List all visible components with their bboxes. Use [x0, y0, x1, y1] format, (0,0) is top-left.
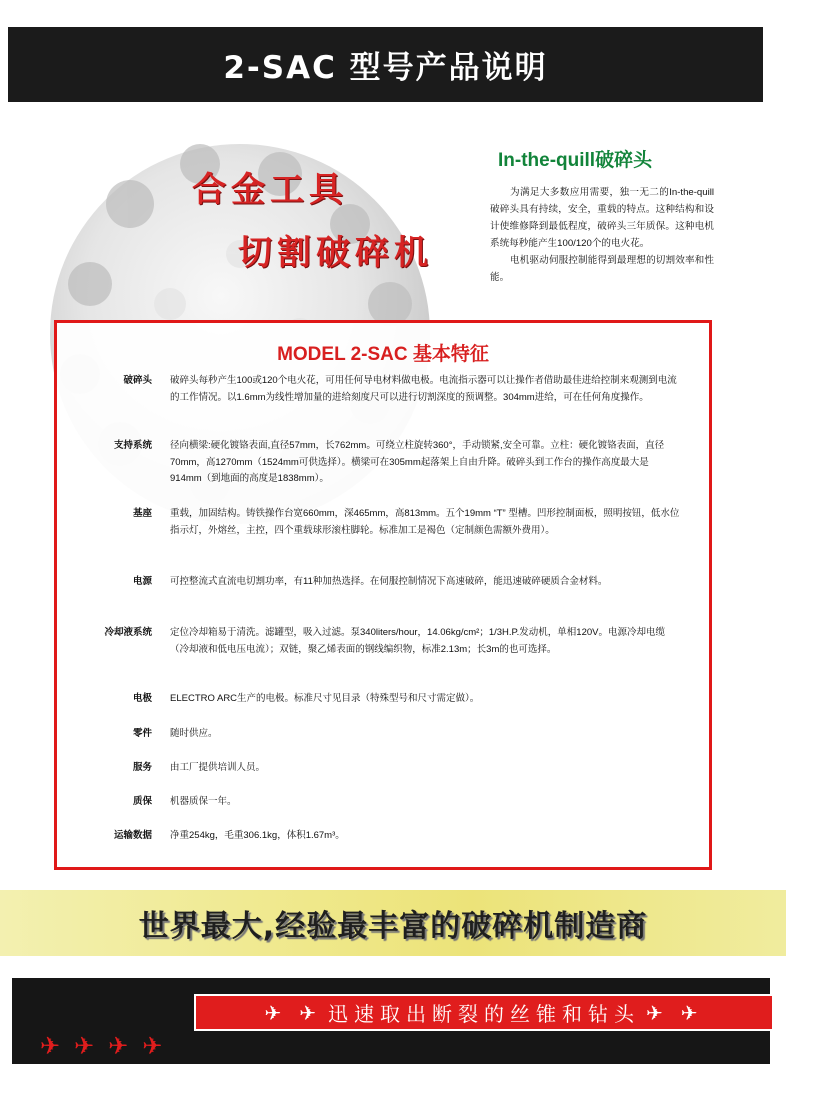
feature-label: 破碎头	[123, 375, 152, 386]
feature-label: 基座	[132, 508, 152, 519]
slogan-band	[0, 890, 786, 956]
feature-text: 净重254kg，毛重306.1kg，体积1.67m³。	[170, 830, 345, 841]
feature-text: 由工厂提供培训人员。	[170, 762, 266, 773]
bottom-block	[12, 978, 770, 1064]
feature-text: ELECTRO ARC生产的电极。标准尺寸见目录（特殊型号和尺寸需定做）。	[170, 693, 480, 704]
feature-label: 支持系统	[113, 440, 152, 451]
sparks-decoration	[40, 1032, 176, 1060]
banner-text: 迅速取出断裂的丝锥和钻头	[328, 1002, 640, 1026]
inthequill-title: In-the-quill破碎头	[498, 150, 653, 171]
plane-icon: ✈	[299, 1000, 322, 1025]
tagline-line2: 切割破碎机	[238, 233, 433, 273]
plane-icon: ✈	[74, 1032, 109, 1060]
feature-text: 定位冷却箱易于清洗。滤罐型，吸入过滤。泵340liters/hour，14.06kg/cm²；1/3H.P.发动机，单相120V。电源冷却电缆（冷却液和低电压电流）；双链，聚乙烯表面的钢线编织物，标准2.13m；长3m的也可选择。	[170, 627, 665, 655]
tagline-line1: 合金工具	[192, 170, 348, 210]
feature-label: 冷却液系统	[104, 627, 152, 638]
plane-icon: ✈	[680, 1000, 704, 1025]
title-bar	[8, 27, 763, 102]
feature-text: 可控整流式直流电切割功率，有11种加热选择。在伺服控制情况下高速破碎，能迅速破碎硬质合金材料。	[170, 576, 608, 587]
page-title: 2-SAC 型号产品说明	[223, 50, 548, 86]
feature-label: 服务	[132, 762, 152, 773]
feature-label: 零件	[132, 728, 152, 739]
plane-icon: ✈	[264, 1000, 288, 1025]
feature-label: 电极	[132, 693, 152, 704]
features-title: MODEL 2-SAC 基本特征	[277, 344, 489, 365]
inthequill-para1: 为满足大多数应用需要，独一无二的In-the-quill破碎头具有持续，安全，重载的特点。这种结构和设计使维修降到最低程度，破碎头三年质保。这种电机系统每秒能产生100/120个的电火花。	[490, 187, 714, 249]
feature-text: 破碎头每秒产生100或120个电火花，可用任何导电材料做电极。电流指示器可以让操作者借助最佳进给控制来观测到电流的工作情况。以1.6mm为线性增加量的进给刻度尺可以进行切割深度的预调整。304mm进给，可在任何角度操作。	[170, 375, 677, 403]
inthequill-description	[490, 184, 714, 286]
feature-text: 径向横梁:硬化镀铬表面,直径57mm，长762mm。可绕立柱旋转360°，手动锁紧,安全可靠。立柱：硬化镀铬表面，直径70mm，高1270mm（1524mm可供选择）。横梁可在305mm起落架上自由升降。破碎头到工作台的操作高度最大是914mm（到地面的高度是1838mm）。	[170, 440, 665, 484]
plane-icon: ✈	[40, 1032, 75, 1060]
plane-icon: ✈	[646, 1000, 669, 1025]
features-box	[54, 320, 712, 870]
feature-text: 重载，加固结构。铸铁操作台宽660mm，深465mm，高813mm。五个19mm “T” 型槽。凹形控制面板，照明按钮，低水位指示灯，外熔丝，主控，四个重载球形滚柱脚轮。标准加工是褐色（定制颜色需额外费用）。	[170, 508, 680, 536]
inthequill-para2: 电机驱动伺服控制能得到最理想的切割效率和性能。	[490, 255, 714, 283]
feature-label: 电源	[132, 576, 152, 587]
red-banner	[194, 994, 772, 1031]
plane-icon: ✈	[142, 1032, 177, 1060]
feature-text: 机器质保一年。	[170, 796, 237, 807]
plane-icon: ✈	[108, 1032, 143, 1060]
feature-label: 运输数据	[113, 830, 152, 841]
feature-text: 随时供应。	[170, 728, 218, 739]
feature-label: 质保	[132, 796, 152, 807]
slogan-text: 世界最大,经验最丰富的破碎机制造商	[138, 909, 648, 944]
